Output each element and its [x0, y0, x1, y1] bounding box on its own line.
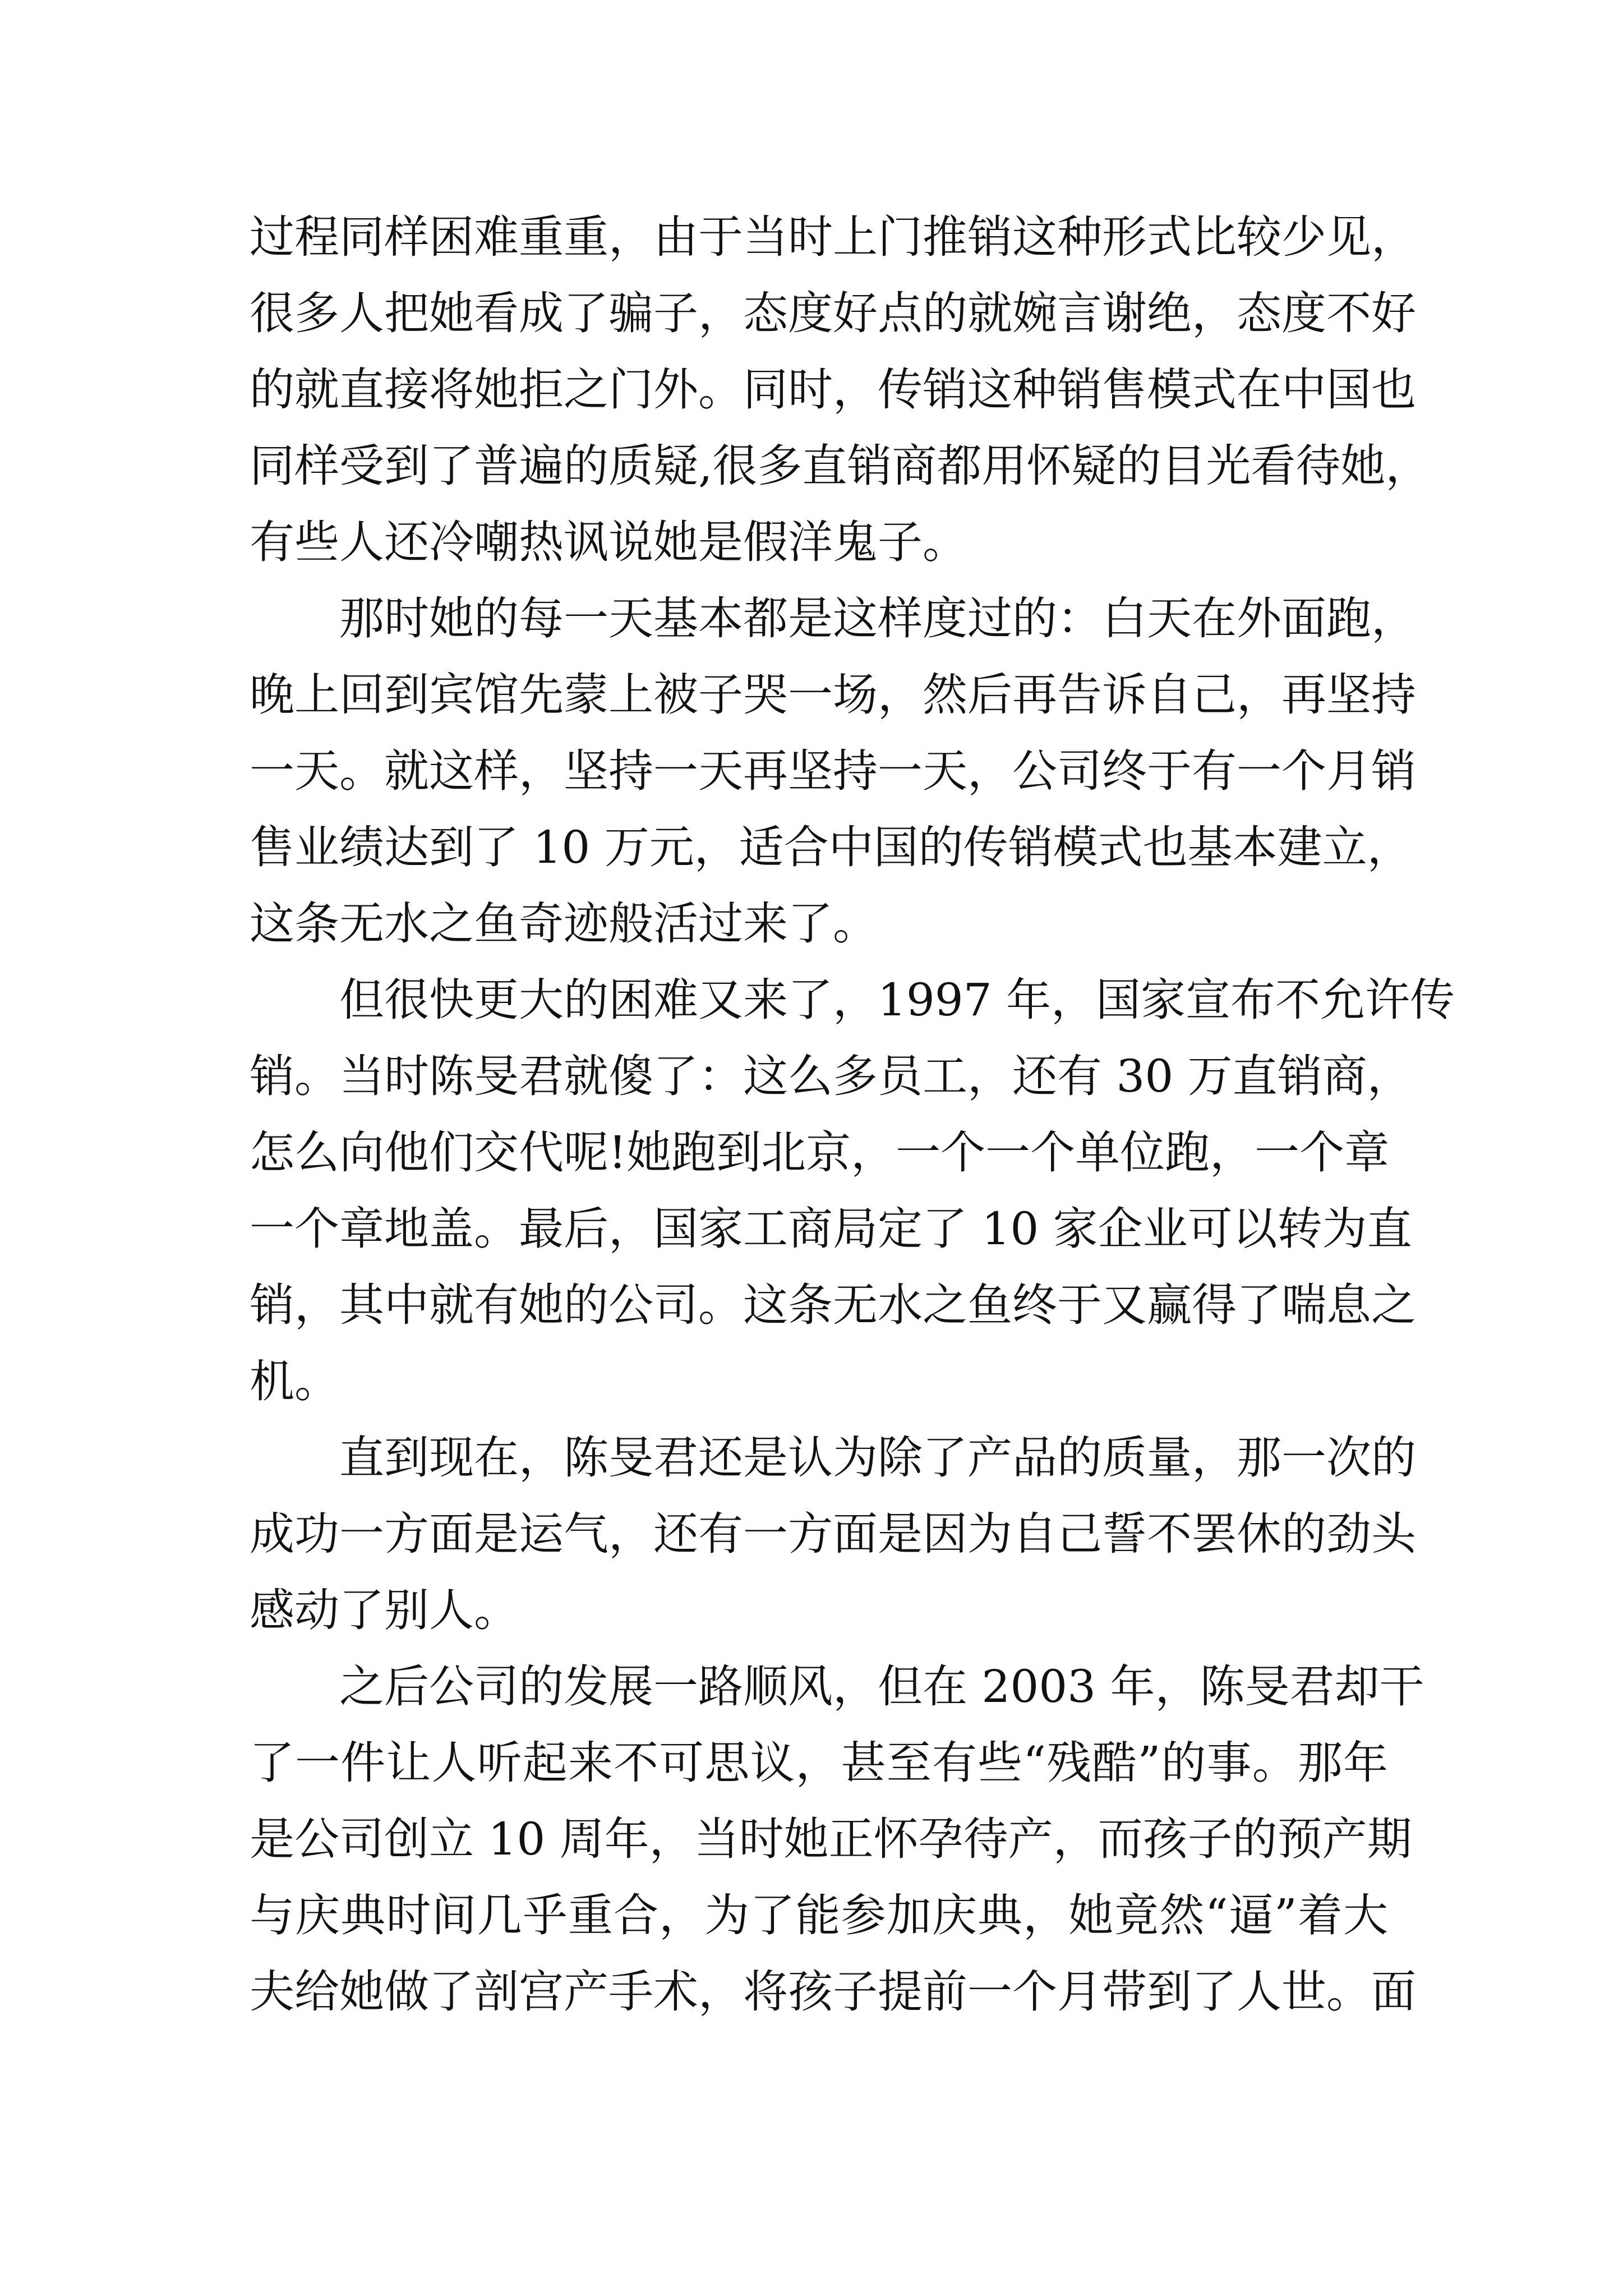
- body-text: [250, 199, 1455, 2030]
- paragraph-line: 是公司创立 10 周年，当时她正怀孕待产，而孩子的预产期: [250, 1813, 1412, 1865]
- paragraph-line: 销。当时陈旻君就傻了：这么多员工，还有 30 万直销商，: [250, 1050, 1412, 1102]
- paragraph-2: [250, 581, 1416, 962]
- paragraph-line: 的就直接将她拒之门外。同时，传销这种销售模式在中国也: [250, 364, 1416, 416]
- paragraph-line: 销，其中就有她的公司。这条无水之鱼终于又赢得了喘息之: [250, 1279, 1416, 1331]
- paragraph-line: 有些人还冷嘲热讽说她是假洋鬼子。: [250, 516, 967, 568]
- paragraph-line: 了一件让人听起来不可思议，甚至有些“残酷”的事。那年: [250, 1737, 1388, 1789]
- paragraph-line: 这条无水之鱼奇迹般活过来了。: [250, 898, 878, 950]
- paragraph-line: 直到现在，陈旻君还是认为除了产品的质量，那一次的: [339, 1432, 1416, 1484]
- paragraph-line: 夫给她做了剖宫产手术，将孩子提前一个月带到了人世。面: [250, 1966, 1416, 2018]
- paragraph-1: [250, 199, 1431, 581]
- paragraph-line: 但很快更大的困难又来了，1997 年，国家宣布不允许传: [339, 974, 1455, 1026]
- paragraph-line: 感动了别人。: [250, 1584, 519, 1636]
- paragraph-line: 一个章地盖。最后，国家工商局定了 10 家企业可以转为直: [250, 1203, 1412, 1255]
- paragraph-line: 过程同样困难重重，由于当时上门推销这种形式比较少见，: [250, 211, 1416, 263]
- paragraph-line: 机。: [250, 1355, 339, 1407]
- paragraph-line: 与庆典时间几乎重合，为了能参加庆典，她竟然“逼”着大: [250, 1889, 1388, 1941]
- paragraph-line: 成功一方面是运气，还有一方面是因为自己誓不罢休的劲头: [250, 1508, 1416, 1560]
- paragraph-line: 那时她的每一天基本都是这样度过的：白天在外面跑，: [339, 592, 1416, 645]
- paragraph-line: 售业绩达到了 10 万元，适合中国的传销模式也基本建立，: [250, 821, 1412, 873]
- paragraph-line: 之后公司的发展一路顺风，但在 2003 年，陈旻君却干: [339, 1660, 1424, 1713]
- paragraph-5: [250, 1649, 1424, 2030]
- paragraph-line: 一天。就这样，坚持一天再坚持一天，公司终于有一个月销: [250, 745, 1416, 797]
- paragraph-4: [250, 1420, 1416, 1649]
- paragraph-line: 同样受到了普遍的质疑,很多直销商都用怀疑的目光看待她，: [250, 440, 1431, 492]
- paragraph-line: 很多人把她看成了骗子，态度好点的就婉言谢绝，态度不好: [250, 287, 1416, 339]
- paragraph-line: 晚上回到宾馆先蒙上被子哭一场，然后再告诉自己，再坚持: [250, 669, 1416, 721]
- paragraph-3: [250, 962, 1455, 1420]
- paragraph-line: 怎么向他们交代呢!她跑到北京，一个一个单位跑，一个章: [250, 1126, 1390, 1179]
